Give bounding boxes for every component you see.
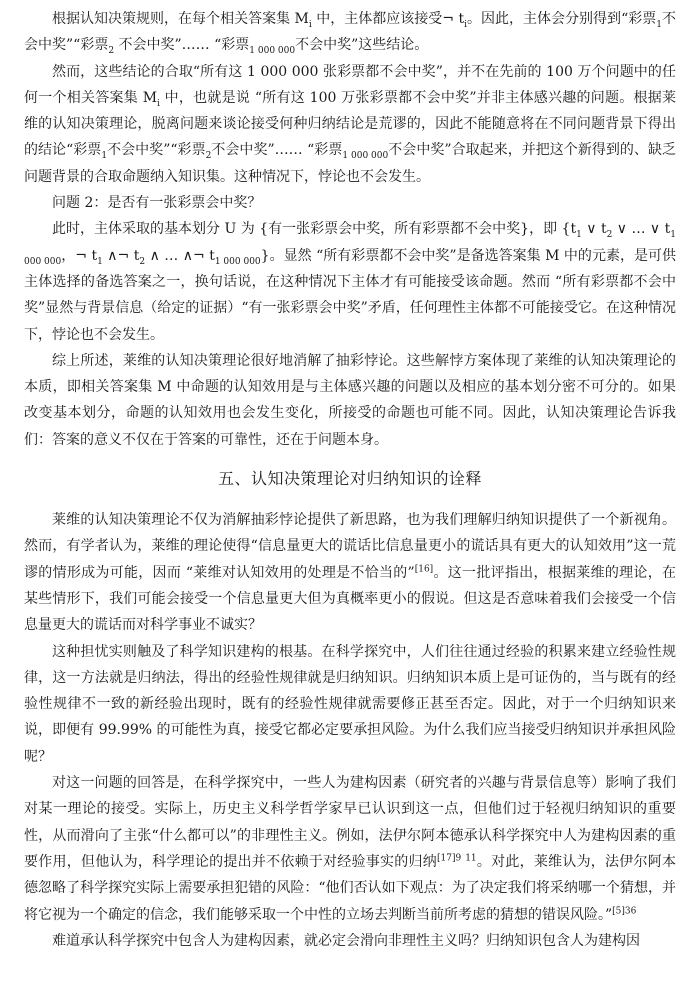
paragraph: 根据认知决策规则，在每个相关答案集 $M_i$ 中，主体都应该接受¬ $t_i$。因此，主体会分别得到“彩票$_1$不会中奖”“彩票$_2$ 不会中奖”…… “彩票$_{1 000 000}$不会中奖”这些结论。 xyxy=(24,11,676,57)
paragraph: 然而，这些结论的合取“所有这 1 000 000 张彩票都不会中奖”，并不在先前的 100 万个问题中的任何一个相关答案集 $M_i$ 中，也就是说 “所有这 100 万张彩票都不会中奖”并非主体感兴趣的问题。根据莱维的认知决策理论，脱离问题来谈论接受何种归纳结论是荒谬的，因此不能随意将在不同问题背景下得出的结论“彩票$_1$不会中奖”“彩票$_2$不会中奖”…… “彩票$_{1 000 000}$不会中奖”合取起来，并把这个新得到的、缺乏问题背景的合取命题纳入知识集。这种情况下，悖论也不会发生。 xyxy=(24,63,676,185)
citation: [17]9 xyxy=(436,853,462,864)
paragraph: 难道承认科学探究中包含人为建构因素，就必定会滑向非理性主义吗？归纳知识包含人为建构因 xyxy=(52,932,640,949)
paragraph: 莱维的认知决策理论不仅为消解抽彩悖论提供了新思路，也为我们理解归纳知识提供了一个新视角。然而，有学者认为，莱维的理论使得“信息量更大的谎话比信息量更小的谎话具有更大的认知效用”这一荒谬的情形成为可能，因而 “莱维对认知效用的处理是不恰当的”[16]。这一批评指出，根据莱维的理论，在某些情形下，我们可能会接受一个信息量更大但为真概率更小的假说。但这是否意味着我们会接受一个信息量更大的谎话而对科学事业不诚实？ xyxy=(24,512,677,634)
paragraph: 此时，主体采取的基本划分 U 为 {有一张彩票会中奖，所有彩票都不会中奖}，即 {$t_1$ ∨ $t_2$ ∨ … ∨ $t_{1 000 000}$，¬ $t_1$ ∧¬ $t_2$ ∧ … ∧¬ $t_{1 000 000}$}。显然 “所有彩票都不会中奖”是备选答案集 M 中的元素，是可供主体选择的备选答案之一，换句话说，在这种情况下主体才有可能接受该命题。然而 “所有彩票都不会中奖”显然与背景信息（给定的证据）“有一张彩票会中奖”矛盾，任何理性主体都不可能接受它。在这种情况下，悖论也不会发生。 xyxy=(24,221,677,343)
paragraph: 这种担忧实则触及了科学知识建构的根基。在科学探究中，人们往往通过经验的积累来建立经验性规律，这一方法就是归纳法，得出的经验性规律就是归纳知识。归纳知识本质上是可证伪的，当与既有的经验性规律不一致的新经验出现时，既有的经验性规律就需要修正甚至否定。因此，对于一个归纳知识来说，即便有 99.99% 的可能性为真，接受它都必定要承担风险。为什么我们应当接受归纳知识并承担风险呢？ xyxy=(24,643,676,765)
paragraph: 综上所述，莱维的认知决策理论很好地消解了抽彩悖论。这些解悖方案体现了莱维的认知决策理论的本质，即相关答案集 M 中命题的认知效用是与主体感兴趣的问题以及相应的基本划分密不可分的。如果改变基本划分，命题的认知效用也会发生变化，所接受的命题也可能不同。因此，认知决策理论告诉我们：答案的意义不仅在于答案的可靠性，还在于问题本身。 xyxy=(24,352,676,448)
question-heading: 问题 2：是否有一张彩票会中奖？ xyxy=(52,195,262,212)
citation: [5]36 xyxy=(612,905,637,916)
citation: [16] xyxy=(414,563,434,574)
citation: 11 xyxy=(465,853,477,864)
paragraph: 对这一问题的回答是，在科学探究中，一些人为建构因素（研究者的兴趣与背景信息等）影响了我们对某一理论的接受。实际上，历史主义科学哲学家早已认识到这一点，但他们过于轻视归纳知识的重要性，从而滑向了主张“什么都可以”的非理性主义。例如，法伊尔阿本德承认科学探究中人为建构因素的重要作用，但他认为，科学理论的提出并不依赖于对经验事实的归纳$^{[17]9}$ $^{11}$。对此，莱维认为，法伊尔阿本德忽略了科学探究实际上需要承担犯错的风险：“他们否认如下观点：为了决定我们将采纳哪一个猜想，并将它视为一个确定的信念，我们能够采取一个中性的立场去判断当前所考虑的猜想的错误风险。”$^{[5]36}$ xyxy=(24,775,677,923)
section-title: 五、认知决策理论对归纳知识的诠释 xyxy=(217,469,482,489)
